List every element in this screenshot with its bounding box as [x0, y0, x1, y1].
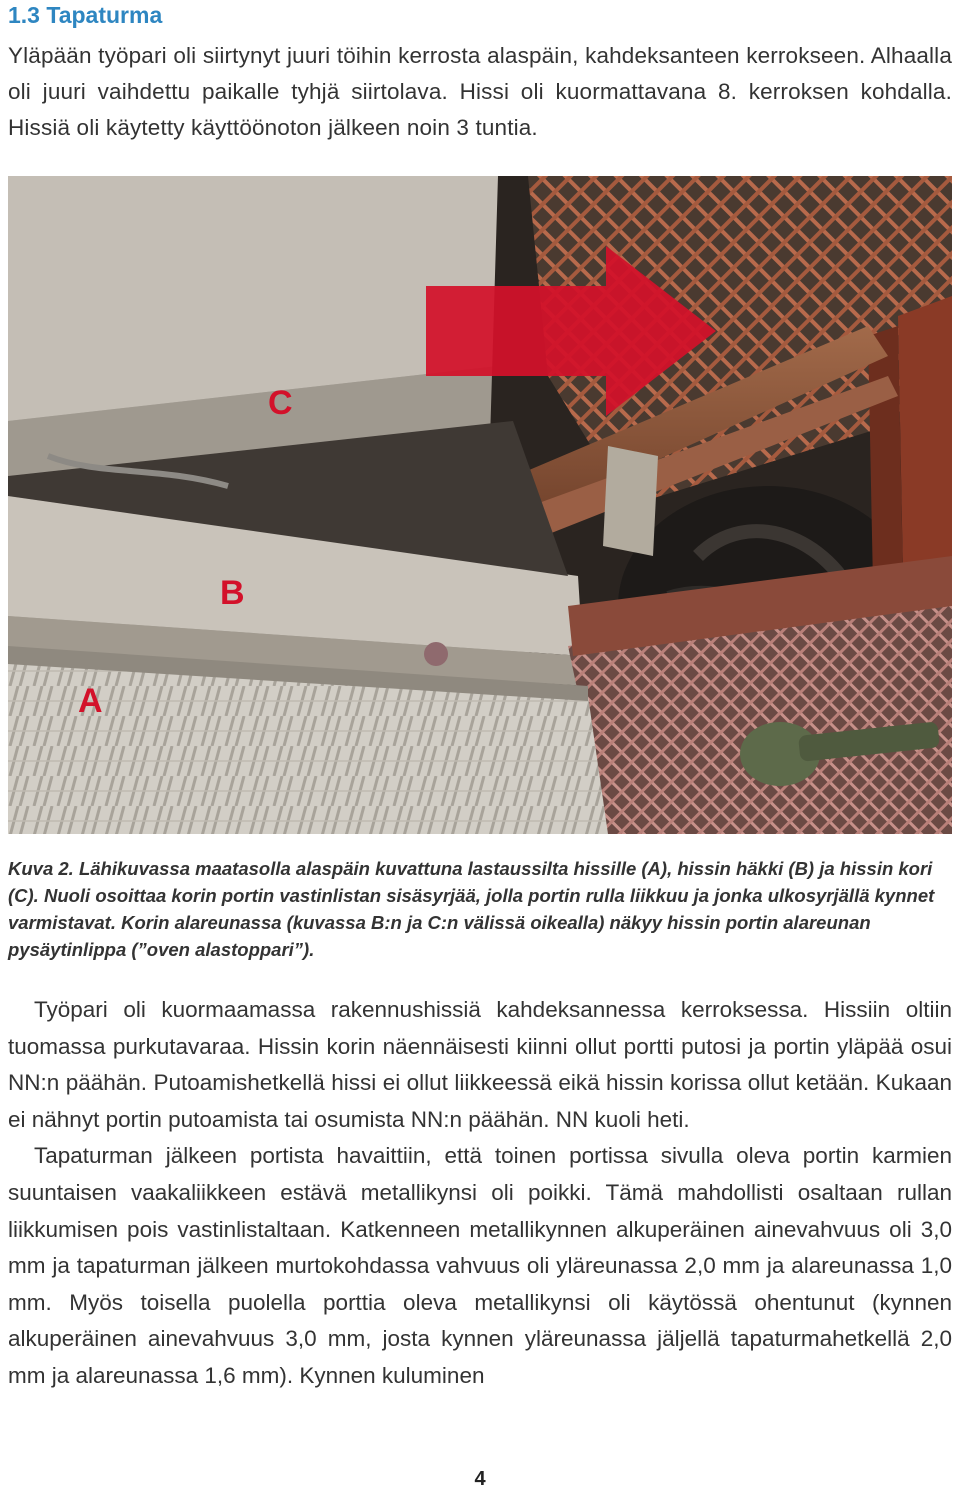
intro-paragraph: Yläpään työpari oli siirtynyt juuri töihin kerrosta alaspäin, kahdeksanteen kerrokseen. Alhaalla oli juuri vaihdettu paikalle tyhjä siirtolava. Hissi oli kuormattavana 8. kerroksen kohdalla. Hissiä oli käytetty käyttöönoton jälkeen noin 3 tuntia. [8, 43, 952, 140]
body-text [8, 992, 952, 1395]
body-paragraph: Tapaturman jälkeen portista havaittiin, että toinen portissa sivulla oleva portin karmien suuntaisen vaakaliikkeen estävä metallikynsi oli poikki. Tämä mahdollisti osaltaan rullan liikkumisen pois vastinlistaltaan. Katkenneen metallikynnen alkuperäinen ainevahvuus oli 3,0 mm ja tapaturman jälkeen murtokohdassa vahvuus oli yläreunassa 2,0 mm ja alareunassa 1,0 mm. Myös toisella puolella porttia oleva metallikynsi oli käytössä ohentunut (kynnen alkuperäinen ainevahvuus 3,0 mm, josta kynnen yläreunassa jäljellä tapaturmahetkellä 2,0 mm ja alareunassa 1,6 mm). Kynnen kuluminen [8, 1143, 952, 1388]
label-a: A [78, 682, 103, 720]
label-b: B [220, 574, 245, 612]
page-number: 4 [474, 1468, 486, 1490]
figure-caption: Kuva 2. Lähikuvassa maatasolla alaspäin kuvattuna lastaussilta hissille (A), hissin häkki (B) ja hissin kori (C). Nuoli osoittaa korin portin vastinlistan sisäsyrjää, jolla portin rulla liikkuu ja jonka ulkosyrjällä kynnet varmistavat. Korin alareunassa (kuvassa B:n ja C:n välissä oikealla) näkyy hissin portin alareunan pysäytinlippa (”oven alastoppari”). [8, 858, 935, 960]
accident-site-photo [8, 176, 952, 834]
label-c: C [268, 384, 293, 422]
section-heading: 1.3 Tapaturma [8, 2, 163, 28]
body-paragraph: Työpari oli kuormaamassa rakennushissiä kahdeksannessa kerroksessa. Hissiin oltiin tuomassa purkutavaraa. Hissin korin näennäisesti kiinni ollut portti putosi ja portin yläpää osui NN:n päähän. Putoamishetkellä hissi ei ollut liikkeessä eikä hissin korissa ollut ketään. Kukaan ei nähnyt portin putoamista tai osumista NN:n päähän. NN kuoli heti. [8, 997, 952, 1132]
